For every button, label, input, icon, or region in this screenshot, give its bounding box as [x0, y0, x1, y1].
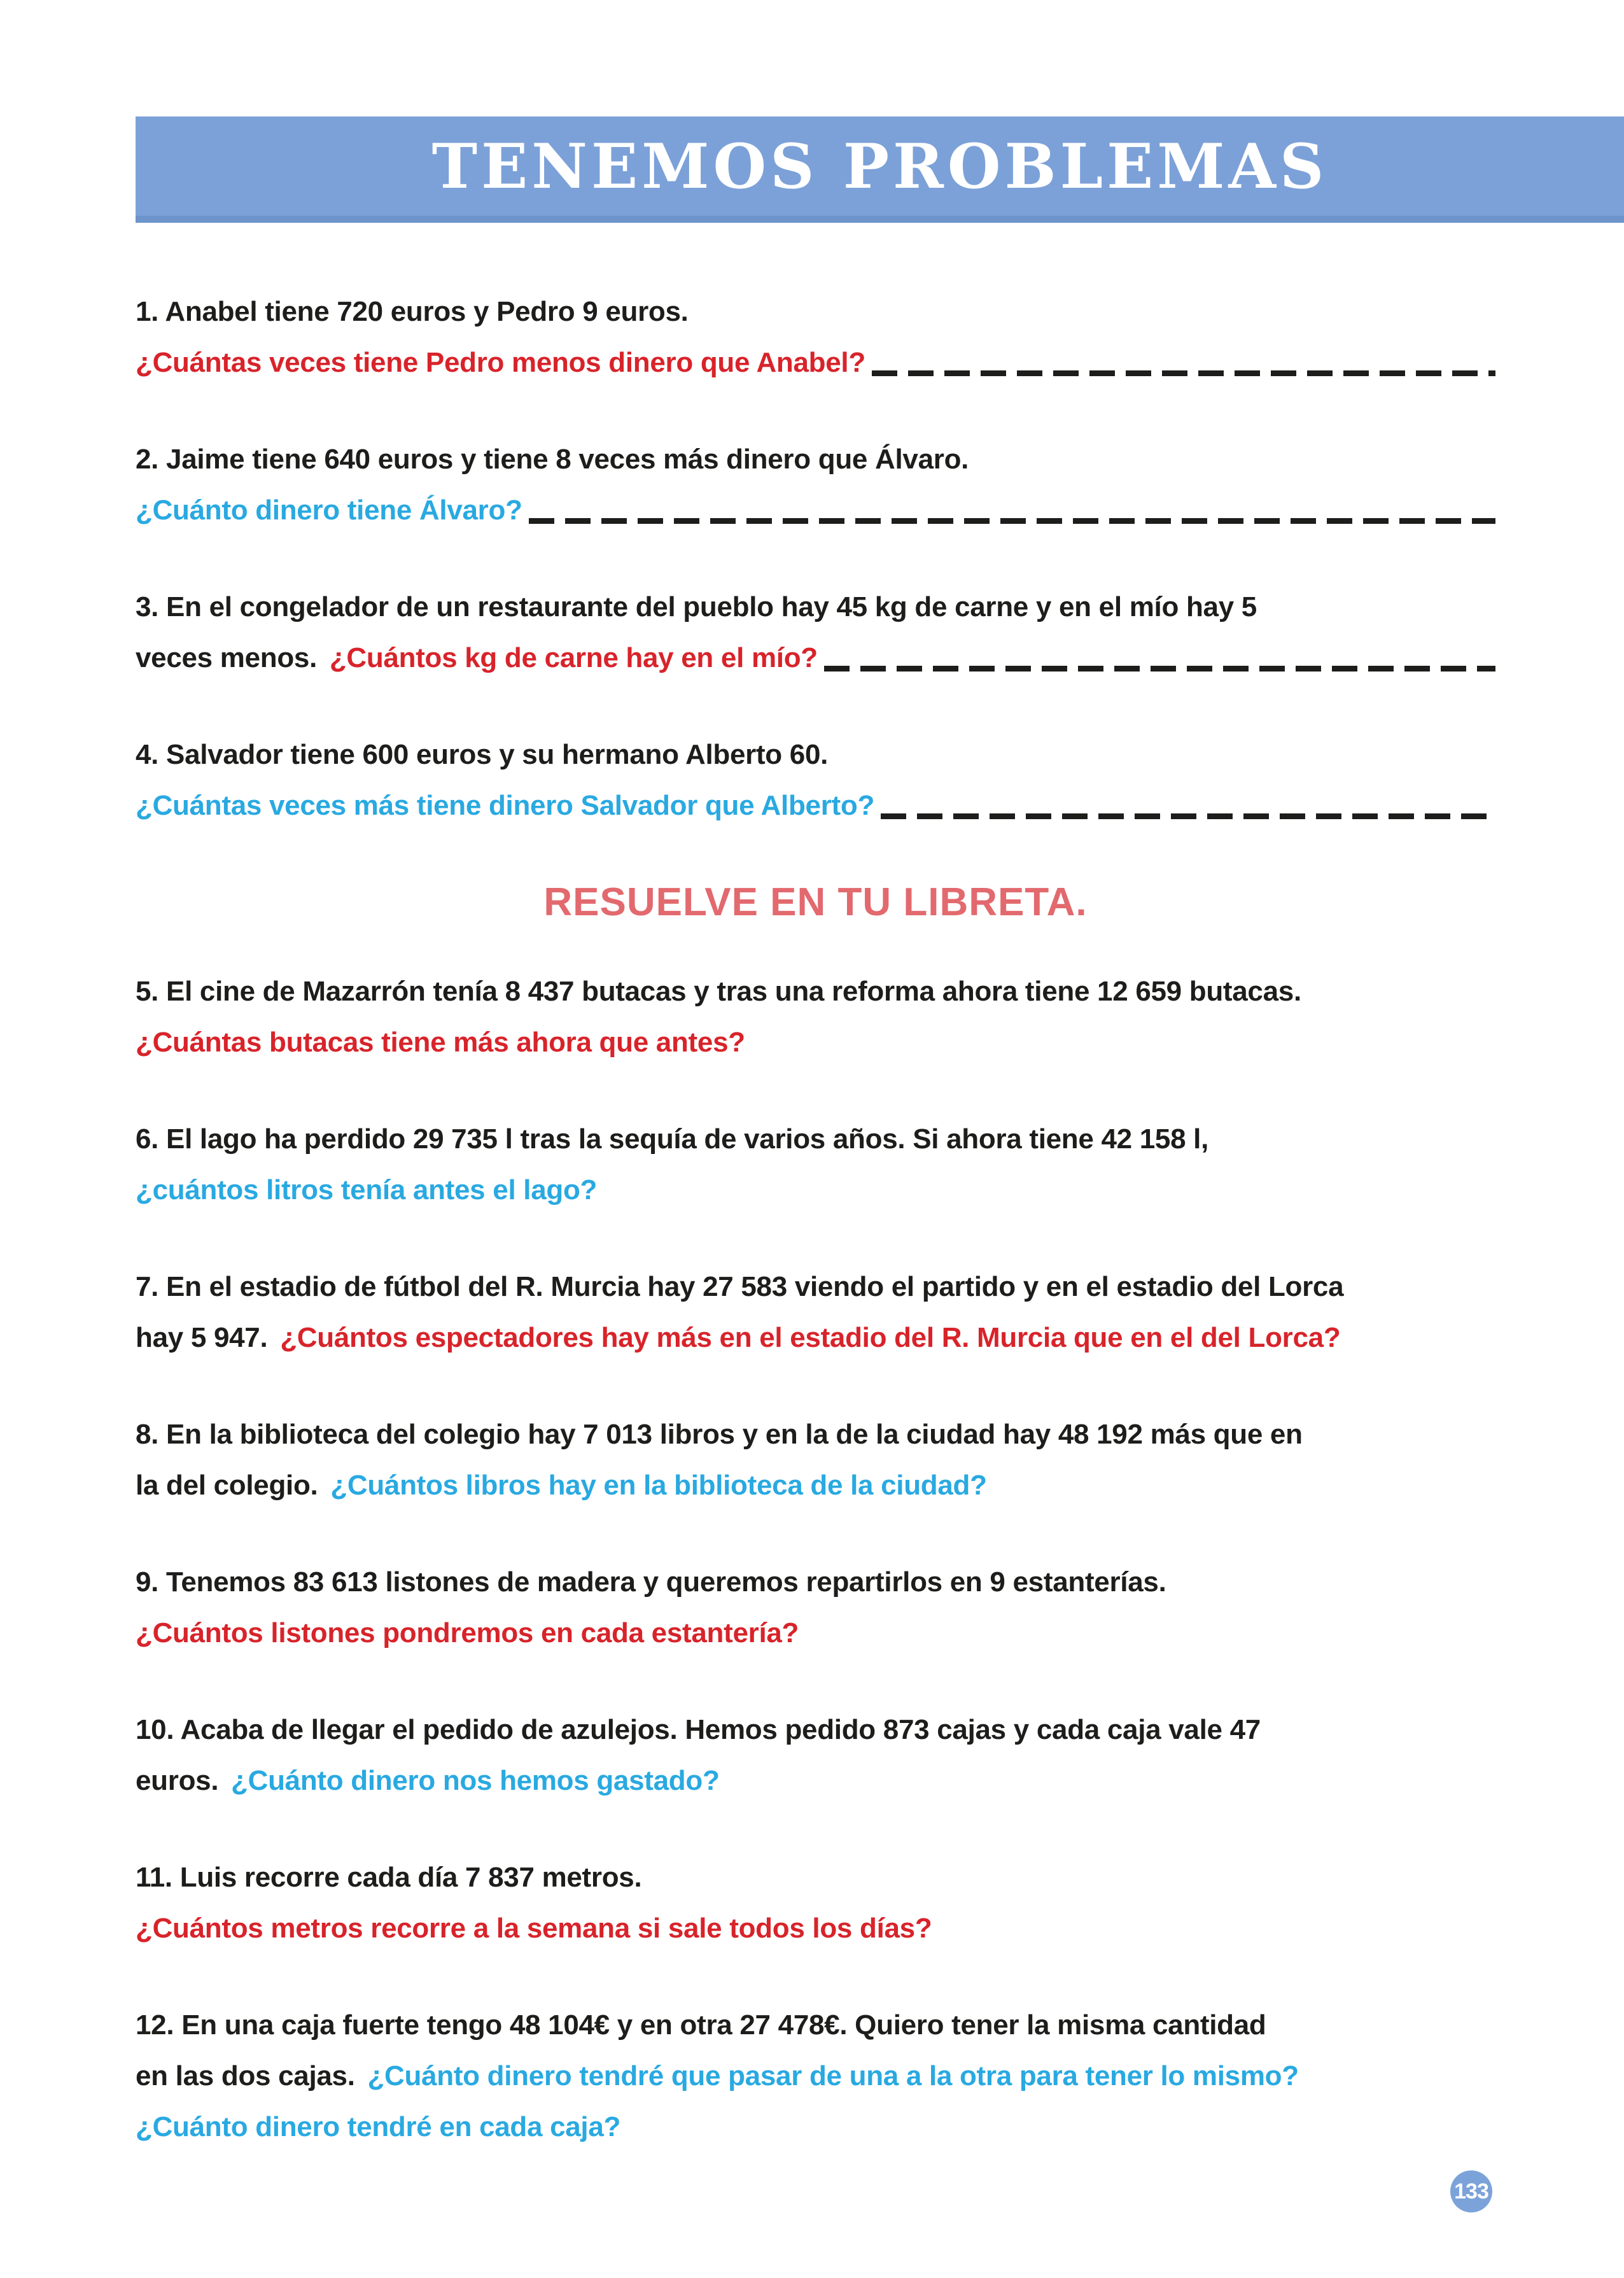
problem-10 [136, 1705, 1495, 1806]
problem-7-statement-line2: hay 5 947. [136, 1322, 268, 1353]
problem-8-statement-line2: la del colegio. [136, 1470, 318, 1501]
problem-1-statement: 1. Anabel tiene 720 euros y Pedro 9 euros. [136, 296, 689, 327]
problem-12-statement-line1: 12. En una caja fuerte tengo 48 104€ y en otra 27 478€. Quiero tener la misma cantidad [136, 2009, 1266, 2041]
problem-12-question-1: ¿Cuánto dinero tendré que pasar de una a la otra para tener lo mismo? [367, 2060, 1299, 2092]
answer-line[interactable] [824, 666, 1495, 671]
problem-3-statement-line1: 3. En el congelador de un restaurante del pueblo hay 45 kg de carne y en el mío hay 5 [136, 591, 1257, 622]
problem-3-statement-line2: veces menos. [136, 642, 318, 673]
problem-2-question: ¿Cuánto dinero tiene Álvaro? [136, 495, 522, 526]
page-number: 133 [1454, 2179, 1488, 2204]
problem-5-question: ¿Cuántas butacas tiene más ahora que antes? [136, 1027, 745, 1058]
problem-6-question: ¿cuántos litros tenía antes el lago? [136, 1174, 598, 1206]
header-banner [136, 116, 1624, 223]
problem-12 [136, 2000, 1495, 2153]
problem-4 [136, 729, 1495, 831]
answer-line[interactable] [872, 370, 1495, 376]
problem-12-question-2: ¿Cuánto dinero tendré en cada caja? [136, 2111, 621, 2142]
problem-8-question: ¿Cuántos libros hay en la biblioteca de la ciudad? [330, 1470, 987, 1501]
section-heading: RESUELVE EN TU LIBRETA. [543, 880, 1088, 924]
problem-5 [136, 966, 1495, 1068]
problem-11-statement: 11. Luis recorre cada día 7 837 metros. [136, 1862, 642, 1893]
problem-8-statement-line1: 8. En la biblioteca del colegio hay 7 013 libros y en la de la ciudad hay 48 192 más que en [136, 1419, 1303, 1450]
problem-3-question: ¿Cuántos kg de carne hay en el mío? [329, 642, 818, 673]
problem-7-statement-line1: 7. En el estadio de fútbol del R. Murcia hay 27 583 viendo el partido y en el estadio del Lorca [136, 1271, 1344, 1302]
problem-9-question: ¿Cuántos listones pondremos en cada estantería? [136, 1617, 799, 1649]
problem-4-statement: 4. Salvador tiene 600 euros y su hermano Alberto 60. [136, 739, 829, 770]
answer-line[interactable] [529, 518, 1495, 524]
problem-10-question: ¿Cuánto dinero nos hemos gastado? [231, 1765, 720, 1796]
problem-4-question: ¿Cuántas veces más tiene dinero Salvador que Alberto? [136, 790, 875, 821]
problem-1-question: ¿Cuántas veces tiene Pedro menos dinero que Anabel? [136, 347, 865, 378]
problems-list [136, 286, 1495, 2198]
problem-11 [136, 1852, 1495, 1954]
problem-12-statement-line2: en las dos cajas. [136, 2060, 355, 2092]
answer-line[interactable] [881, 813, 1495, 819]
problem-5-statement: 5. El cine de Mazarrón tenía 8 437 butacas y tras una reforma ahora tiene 12 659 butacas. [136, 976, 1301, 1007]
problem-10-statement-line1: 10. Acaba de llegar el pedido de azulejos. Hemos pedido 873 cajas y cada caja vale 47 [136, 1714, 1261, 1745]
problem-6 [136, 1114, 1495, 1216]
problem-6-statement: 6. El lago ha perdido 29 735 l tras la sequía de varios años. Si ahora tiene 42 158 l, [136, 1123, 1209, 1155]
problem-2-statement: 2. Jaime tiene 640 euros y tiene 8 veces más dinero que Álvaro. [136, 444, 969, 475]
problem-9-statement: 9. Tenemos 83 613 listones de madera y queremos repartirlos en 9 estanterías. [136, 1566, 1166, 1598]
problem-11-question: ¿Cuántos metros recorre a la semana si sale todos los días? [136, 1913, 932, 1944]
problem-1 [136, 286, 1495, 388]
problem-2 [136, 434, 1495, 536]
problem-7 [136, 1262, 1495, 1363]
page-number-badge [1450, 2170, 1492, 2212]
page-title: TENEMOS PROBLEMAS [431, 130, 1328, 202]
problem-8 [136, 1409, 1495, 1511]
problem-7-question: ¿Cuántos espectadores hay más en el estadio del R. Murcia que en el del Lorca? [280, 1322, 1341, 1353]
problem-9 [136, 1557, 1495, 1659]
problem-10-statement-line2: euros. [136, 1765, 219, 1796]
problem-3 [136, 582, 1495, 684]
